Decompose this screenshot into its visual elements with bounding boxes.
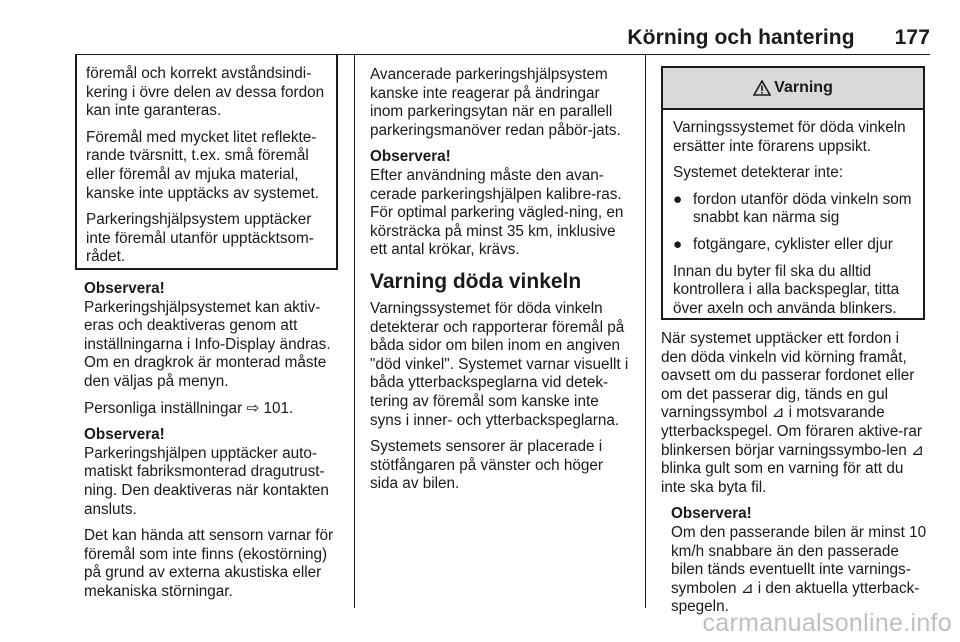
warning-paragraph: Systemet detekterar inte: [673,164,844,182]
column-2 [370,66,634,502]
note-text: Om den passerande bilen är minst 10 km/h snabbare än den passerade bilen tänds eventuellt inte varnings-symbolen ⊿ i den aktuella ytterback-spegeln. [671,523,927,616]
paragraph: Systemets sensorer är placerade i stötfångaren på vänster och höger sida av bilen. [370,438,604,493]
note-title: Observera! [370,148,451,166]
bullet-item: ● fotgängare, cyklister eller djur [673,235,893,253]
warning-paragraph: Varningssystemet för döda vinkeln ersätter inte förarens uppsikt. [673,119,906,155]
column-divider [354,54,355,608]
page-header [627,26,930,50]
note-title: Observera! [84,280,165,297]
warning-title: Varning [774,79,833,96]
page-number: 177 [894,26,930,49]
note-block [661,505,928,617]
cross-reference[interactable]: Personliga inställningar ⇨ 101. [84,399,294,417]
warning-icon [753,80,771,96]
paragraph: Varningssystemet för döda vinkeln detekterar och rapporterar föremål på båda sidor om bilen inom en angiven "död vinkel". Systemet varnar visuellt i båda ytterbackspeglarna vid detek-tering av föremål som kanske inte syns i inner- och ytterbackspeglarna. [370,299,629,429]
box-paragraph: Föremål med mycket litet reflekte-rande tvärsnitt, t.ex. små föremål eller föremål av mjuka material, kanske inte upptäcks av systemet. [86,128,319,202]
note-title: Observera! [671,505,752,523]
paragraph: När systemet upptäcker ett fordon i den döda vinkeln vid körning framåt, oavsett om du passerar fordonet eller om det passerar dig, tänds en gul varningssymbol ⊿ i motsvarande ytterbackspegel. Om föraren aktive-rar blinkersen börjar varningssymbo-len ⊿ blinka gult som en varning för att du inte ska byta fil. [661,330,924,496]
column-3 [661,330,928,625]
column-divider [645,54,646,608]
note-text: Parkeringshjälpen upptäcker auto-matiskt fabriksmonterad dragutrust-ning. Den deaktiveras när kontakten ansluts. [84,444,329,518]
note-text: Parkeringshjälpsystemet kan aktiv-eras och deaktiveras genom att inställningarna i Info-Display ändras. Om en dragkrok är monterad måste den väljas på menyn. [84,298,331,390]
continued-warning-box [75,54,338,270]
bullet-text: fotgängare, cyklister eller djur [693,235,893,253]
note-text: Efter användning måste den avan-cerade parkeringshjälpen kalibre-ras. För optimal parkering vägled-ning, en körsträcka på minst 35 km, inklusive ett antal krökar, krävs. [370,166,624,259]
box-paragraph: föremål och korrekt avståndsindi-kering i övre delen av dessa fordon kan inte garanteras. [86,65,325,120]
box-paragraph: Parkeringshjälpsystem upptäcker inte föremål utanför upptäcktsom-rådet. [86,211,314,266]
warning-header [663,68,923,110]
section-title: Körning och hantering [627,26,855,49]
paragraph: Avancerade parkeringshjälpsystem kanske inte reagerar på ändringar inom parkeringsytan när en parallell parkeringsmanöver redan påbör-jats. [370,66,621,139]
note-title: Observera! [84,426,165,444]
paragraph: Det kan hända att sensorn varnar för föremål som inte finns (ekostörning) på grund av externa akustiska eller mekaniska störningar. [84,527,334,600]
bullet-item: ● fordon utanför döda vinkeln som snabbt kan närma sig [673,191,915,228]
column-1 [84,280,346,610]
bullet-text: fordon utanför döda vinkeln som snabbt kan närma sig [693,190,912,227]
warning-paragraph: Innan du byter fil ska du alltid kontrollera i alla backspeglar, titta över axeln och använda blinkers. [673,262,900,317]
section-heading: Varning döda vinkeln [370,269,582,293]
warning-box [661,66,925,320]
warning-body [663,110,923,318]
watermark: carmanualsonline.info [702,609,952,637]
